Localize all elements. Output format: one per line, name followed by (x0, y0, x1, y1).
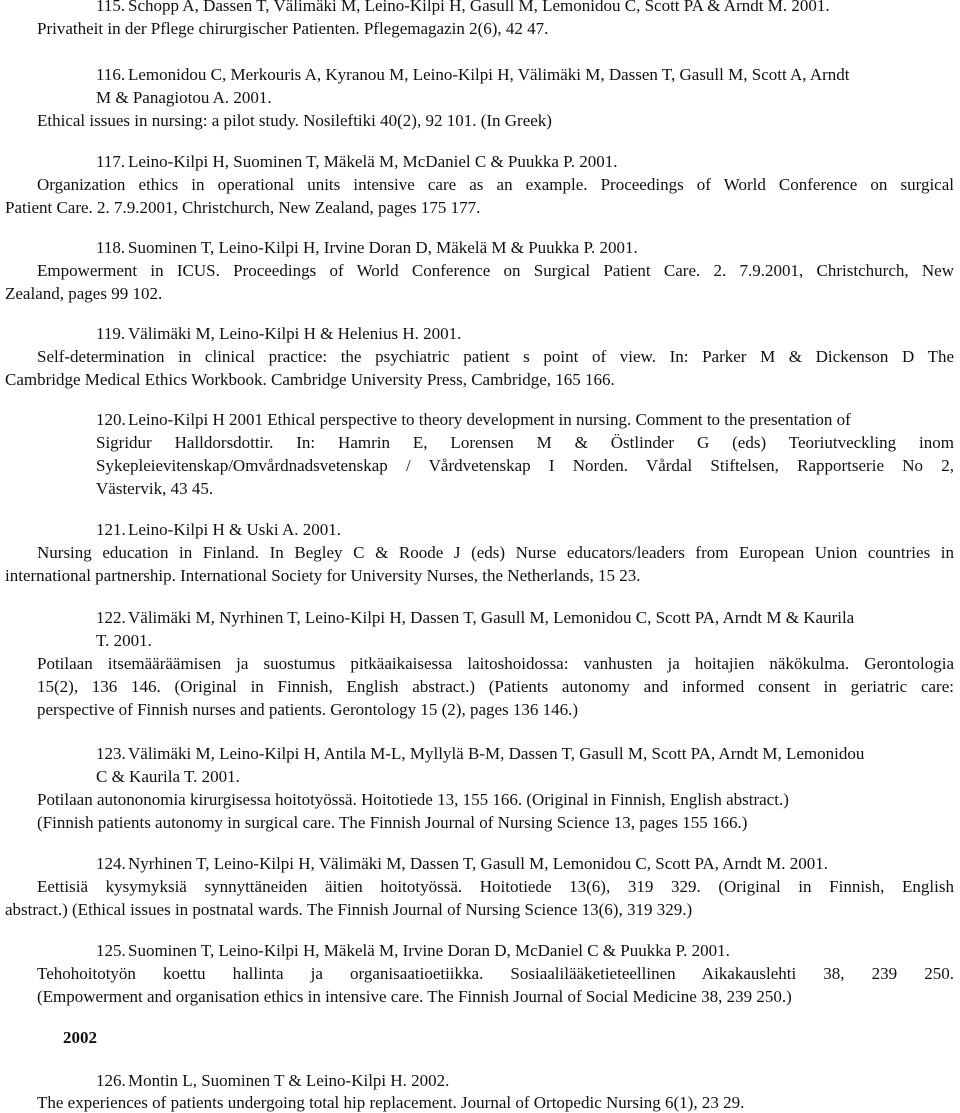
reference-number: 118. (96, 238, 126, 257)
reference-authors: Suominen T, Leino-Kilpi H, Mäkelä M, Irvine Doran D, McDaniel C & Puukka P. 2001. (128, 941, 730, 960)
reference-115-body: Privatheit in der Pflege chirurgischer Patienten. Pflegemagazin 2(6), 42 47. (37, 19, 549, 38)
reference-number: 122. (96, 608, 126, 627)
reference-authors: Montin L, Suominen T & Leino-Kilpi H. 2002. (128, 1071, 450, 1090)
reference-121-body-2: international partnership. International Society for University Nurses, the Netherlands, 15 23. (5, 566, 641, 585)
reference-118-body-2: Zealand, pages 99 102. (5, 284, 163, 303)
year-heading-row (0, 1028, 960, 1048)
reference-118-body-1: Empowerment in ICUS. Proceedings of World Conference on Surgical Patient Care. 2. 7.9.2001, Christchurch, New (37, 261, 954, 280)
reference-number: 123. (96, 744, 126, 763)
reference-117-body-2: Patient Care. 2. 7.9.2001, Christchurch, New Zealand, pages 175 177. (5, 198, 481, 217)
reference-126-header (0, 1071, 960, 1091)
reference-authors: Välimäki M, Leino-Kilpi H, Antila M-L, Myllylä B-M, Dassen T, Gasull M, Scott PA, Arndt M, Lemonidou (128, 744, 865, 763)
reference-number: 126. (96, 1071, 126, 1090)
reference-118-header (0, 238, 960, 258)
reference-117-body-1: Organization ethics in operational units intensive care as an example. Proceedings of World Conference on surgical (37, 175, 954, 194)
reference-122-header (0, 608, 960, 628)
reference-122-body-3: perspective of Finnish nurses and patients. Gerontology 15 (2), pages 136 146.) (37, 700, 579, 719)
reference-authors: Suominen T, Leino-Kilpi H, Irvine Doran D, Mäkelä M & Puukka P. 2001. (128, 238, 638, 257)
reference-125-body-2: (Empowerment and organisation ethics in intensive care. The Finnish Journal of Social Medicine 38, 239 250.) (37, 987, 792, 1006)
reference-125-body-1: Tehohoitotyön koettu hallinta ja organisaatioetiikka. Sosiaalilääketieteellinen Aikakauslehti 38, 239 250. (37, 964, 954, 983)
reference-122-body-1: Potilaan itsemääräämisen ja suostumus pitkäaikaisessa laitoshoidossa: vanhusten ja hoitajien näkökulma. Gerontologia (37, 654, 954, 673)
reference-120-cont-3: Västervik, 43 45. (96, 479, 214, 498)
reference-119-body-1: Self-determination in clinical practice: the psychiatric patient s point of view. In: Parker M & Dickenson D The (37, 347, 954, 366)
reference-124-header (0, 854, 960, 874)
reference-124-body-2: abstract.) (Ethical issues in postnatal wards. The Finnish Journal of Nursing Science 13(6), 319 329.) (5, 900, 693, 919)
reference-120-cont-1: Sigridur Halldorsdottir. In: Hamrin E, Lorensen M & Östlinder G (eds) Teoriutveckling inom (96, 433, 954, 452)
reference-number: 117. (96, 152, 126, 171)
reference-authors: Leino-Kilpi H & Uski A. 2001. (128, 520, 341, 539)
reference-123-header (0, 744, 960, 764)
reference-123-authors-cont: C & Kaurila T. 2001. (96, 767, 240, 786)
reference-123-body-2: (Finnish patients autonomy in surgical care. The Finnish Journal of Nursing Science 13, pages 155 166.) (37, 813, 748, 832)
reference-number: 124. (96, 854, 126, 873)
reference-number: 116. (96, 65, 126, 84)
reference-116-header (0, 65, 960, 85)
reference-authors: Välimäki M, Leino-Kilpi H & Helenius H. 2001. (128, 324, 462, 343)
reference-124-body-1: Eettisiä kysymyksiä synnyttäneiden äitien hoitotyössä. Hoitotiede 13(6), 319 329. (Original in Finnish, English (37, 877, 954, 896)
reference-126-body: The experiences of patients undergoing total hip replacement. Journal of Ortopedic Nursing 6(1), 23 29. (37, 1093, 745, 1112)
reference-authors: Lemonidou C, Merkouris A, Kyranou M, Leino-Kilpi H, Välimäki M, Dassen T, Gasull M, Scott A, Arndt (128, 65, 850, 84)
reference-number: 125. (96, 941, 126, 960)
reference-number: 121. (96, 520, 126, 539)
reference-authors: Välimäki M, Nyrhinen T, Leino-Kilpi H, Dassen T, Gasull M, Lemonidou C, Scott PA, Arndt M & Kaurila (128, 608, 855, 627)
reference-125-header (0, 941, 960, 961)
reference-number: 119. (96, 324, 126, 343)
year-heading: 2002 (63, 1028, 97, 1047)
reference-123-body-1: Potilaan autononomia kirurgisessa hoitotyössä. Hoitotiede 13, 155 166. (Original in Finnish, English abstract.) (37, 790, 789, 809)
reference-120-header (0, 410, 960, 430)
reference-119-body-2: Cambridge Medical Ethics Workbook. Cambridge University Press, Cambridge, 165 166. (5, 370, 615, 389)
reference-117-header (0, 152, 960, 172)
reference-number: 120. (96, 410, 126, 429)
reference-122-body-2: 15(2), 136 146. (Original in Finnish, English abstract.) (Patients autonomy and informed consent in geriatric care: (37, 677, 954, 696)
reference-116-authors-cont: M & Panagiotou A. 2001. (96, 88, 272, 107)
reference-120-cont-2: Sykepleievitenskap/Omvårdnadsvetenskap / Vårdvetenskap I Norden. Vårdal Stiftelsen, Rapportserie No 2, (96, 456, 954, 475)
reference-authors: Leino-Kilpi H, Suominen T, Mäkelä M, McDaniel C & Puukka P. 2001. (128, 152, 618, 171)
reference-121-header (0, 520, 960, 540)
reference-authors: Schopp A, Dassen T, Välimäki M, Leino-Kilpi H, Gasull M, Lemonidou C, Scott PA & Arndt M. 2001. (128, 0, 830, 15)
reference-115-header (0, 0, 960, 16)
reference-number: 115. (96, 0, 126, 15)
reference-119-header (0, 324, 960, 344)
reference-116-body: Ethical issues in nursing: a pilot study. Nosileftiki 40(2), 92 101. (In Greek) (37, 111, 552, 130)
reference-122-authors-cont: T. 2001. (96, 631, 152, 650)
reference-authors: Nyrhinen T, Leino-Kilpi H, Välimäki M, Dassen T, Gasull M, Lemonidou C, Scott PA, Arndt M. 2001. (128, 854, 828, 873)
reference-121-body-1: Nursing education in Finland. In Begley C & Roode J (eds) Nurse educators/leaders from European Union countries in (37, 543, 954, 562)
reference-text: Leino-Kilpi H 2001 Ethical perspective to theory development in nursing. Comment to the presentation of (128, 410, 851, 429)
